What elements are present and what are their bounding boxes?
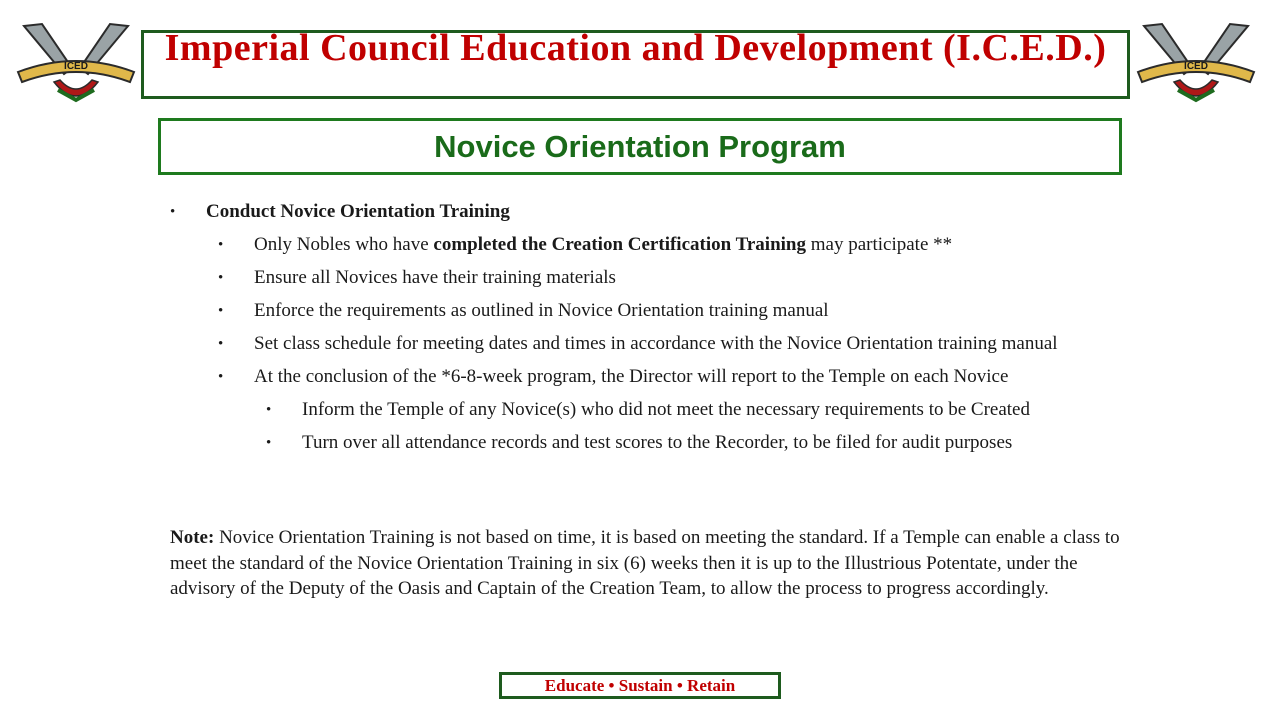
bullet-text: Enforce the requirements as outlined in Novice Orientation training manual [254, 300, 829, 321]
bullet-icon: • [266, 435, 272, 451]
list-item [170, 430, 1130, 456]
note-label: Note: [170, 527, 215, 548]
subtitle-box [158, 118, 1122, 175]
bullet-list [170, 199, 1130, 463]
crossed-swords-icon [14, 20, 138, 104]
logo-text: ICED [64, 61, 88, 72]
bullet-icon: • [266, 402, 272, 418]
bullet-text: Ensure all Novices have their training materials [254, 267, 616, 288]
bullet-icon: • [218, 237, 224, 253]
list-item [170, 331, 1130, 357]
bullet-text: Only Nobles who have [254, 234, 434, 255]
footer-tagline: Educate • Sustain • Retain [499, 672, 781, 699]
bullet-icon: • [218, 303, 224, 319]
bullet-icon: • [218, 369, 224, 385]
bullet-icon: • [170, 204, 176, 220]
title-box [141, 27, 1130, 99]
bullet-text: Set class schedule for meeting dates and times in accordance with the Novice Orientation training manual [254, 333, 1058, 354]
list-item [170, 265, 1130, 291]
list-item [170, 364, 1130, 390]
page-subtitle: Novice Orientation Program [434, 128, 846, 164]
bullet-icon: • [218, 336, 224, 352]
bullet-text: Turn over all attendance records and test scores to the Recorder, to be filed for audit purposes [302, 432, 1013, 453]
iced-logo-left [14, 20, 138, 104]
bullet-text: Inform the Temple of any Novice(s) who did not meet the necessary requirements to be Created [302, 399, 1030, 420]
bullet-main: Conduct Novice Orientation Training [206, 201, 510, 222]
crossed-swords-icon [1134, 20, 1258, 104]
bullet-icon: • [218, 270, 224, 286]
note-paragraph [170, 525, 1130, 602]
list-item [170, 397, 1130, 423]
list-item [170, 232, 1130, 258]
note-text: Novice Orientation Training is not based on time, it is based on meeting the standard. If a Temple can enable a class to meet the standard of the Novice Orientation Training in six (6) weeks then it is up to the Illustrious Potentate, under the advisory of the Deputy of the Oasis and Captain of the Creation Team, to allow the process to progress accordingly. [170, 527, 1120, 599]
list-item [170, 199, 1130, 225]
page-title: Imperial Council Education and Development (I.C.E.D.) [164, 27, 1107, 69]
list-item [170, 298, 1130, 324]
bullet-text: may participate ** [805, 234, 953, 255]
iced-logo-right [1134, 20, 1258, 104]
bullet-text: At the conclusion of the *6-8-week program, the Director will report to the Temple on each Novice [254, 366, 1009, 387]
logo-text: ICED [1184, 61, 1208, 72]
bullet-bold-text: completed the Creation Certification Training [433, 234, 806, 255]
